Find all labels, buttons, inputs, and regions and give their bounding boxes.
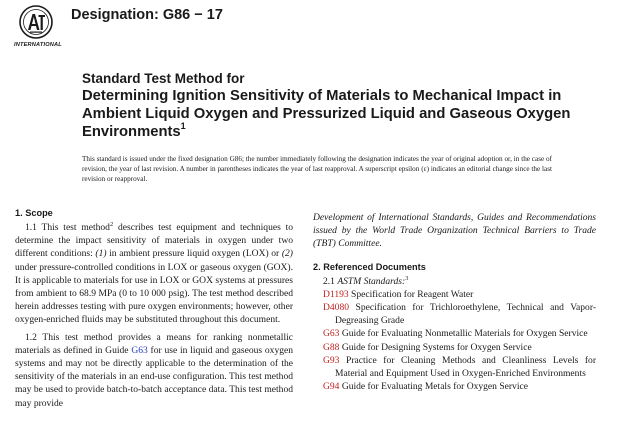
left-column	[15, 207, 293, 426]
scope-paragraph-1: 1.1 This test method$^2$ describes test equipment and techniques to determine the impact sensitivity of materials in oxygen under two different conditions: (1) in ambient pressure liquid oxygen (LOX) or (2) under pressure-controlled conditions in LOX or gaseous oxygen (GOX). It is applicable to materials for use in LOX or GOX systems at pressures from ambient to 68.9 MPa (0 to 10 000 psig). The test method described herein addresses testing with pure oxygen environments; however, other oxygen-enriched fluids may be substituted throughout this document.	[15, 220, 293, 326]
document-title	[82, 70, 582, 141]
scope-heading: 1. Scope	[15, 208, 53, 218]
reference-link[interactable]: D4080	[323, 302, 349, 314]
reference-item: D1193 Specification for Reagent Water	[323, 288, 474, 300]
designation: Designation: G86 − 17	[71, 7, 223, 23]
reference-link[interactable]: G94	[323, 381, 340, 393]
reference-item: D4080 Specification for Trichloroethylene, Technical and Vapor-Degreasing Grade	[323, 302, 596, 327]
reference-item: G94 Guide for Evaluating Metals for Oxygen Service	[323, 381, 528, 393]
issued-note: This standard is issued under the fixed designation G86; the number immediately following the designation indicates the year of original adoption or, in the case of revision, the year of last revision. A number in parentheses indicates the year of last reapproval. A superscript epsilon (ε) indicates an editorial change since the last revision or reapproval.	[82, 155, 552, 184]
astm-logo-icon	[19, 5, 53, 39]
reference-link[interactable]: G63	[323, 328, 340, 340]
title-line-2	[82, 87, 582, 141]
logo-wordmark: INTERNATIONAL	[14, 42, 62, 48]
title-line-1: Standard Test Method for	[82, 71, 245, 86]
reference-link[interactable]: G88	[323, 341, 340, 353]
title-main: Determining Ignition Sensitivity of Materials to Mechanical Impact in Ambient Liquid Oxygen and Pressurized Liquid and Gaseous Oxygen Environments	[82, 88, 571, 140]
reference-item: G63 Guide for Evaluating Nonmetallic Materials for Oxygen Service	[323, 328, 588, 340]
footnote-mark[interactable]: 2	[109, 220, 114, 228]
scope-paragraph-2: 1.2 This test method provides a means for ranking nonmetallic materials as defined in Guide G63 for use in liquid and gaseous oxygen systems and may not be directly applicable to the determination of the sensitivity of the materials in an end-use configuration. This test method may be used to provide batch-to-batch acceptance data. This test method may provide	[15, 331, 293, 409]
reference-item: G88 Guide for Designing Systems for Oxygen Service	[323, 341, 532, 353]
astm-standards-subhead: 2.1 ASTM Standards:$^3$	[323, 274, 409, 287]
footnote-mark[interactable]: 3	[405, 274, 409, 282]
reference-link[interactable]: D1193	[323, 288, 349, 300]
link-g63[interactable]: G63	[131, 344, 148, 356]
reference-item: G93 Practice for Cleaning Methods and Cleanliness Levels for Material and Equipment Used in Oxygen-Enriched Environments	[323, 354, 596, 380]
references-heading: 2. Referenced Documents	[313, 261, 426, 272]
title-footnote-mark[interactable]: 1	[180, 121, 186, 132]
reference-link[interactable]: G93	[323, 354, 340, 366]
wto-note: Development of International Standards, Guides and Recommendations issued by the World Trade Organization Technical Barriers to Trade (TBT) Committee.	[313, 212, 596, 250]
right-column	[313, 211, 596, 426]
